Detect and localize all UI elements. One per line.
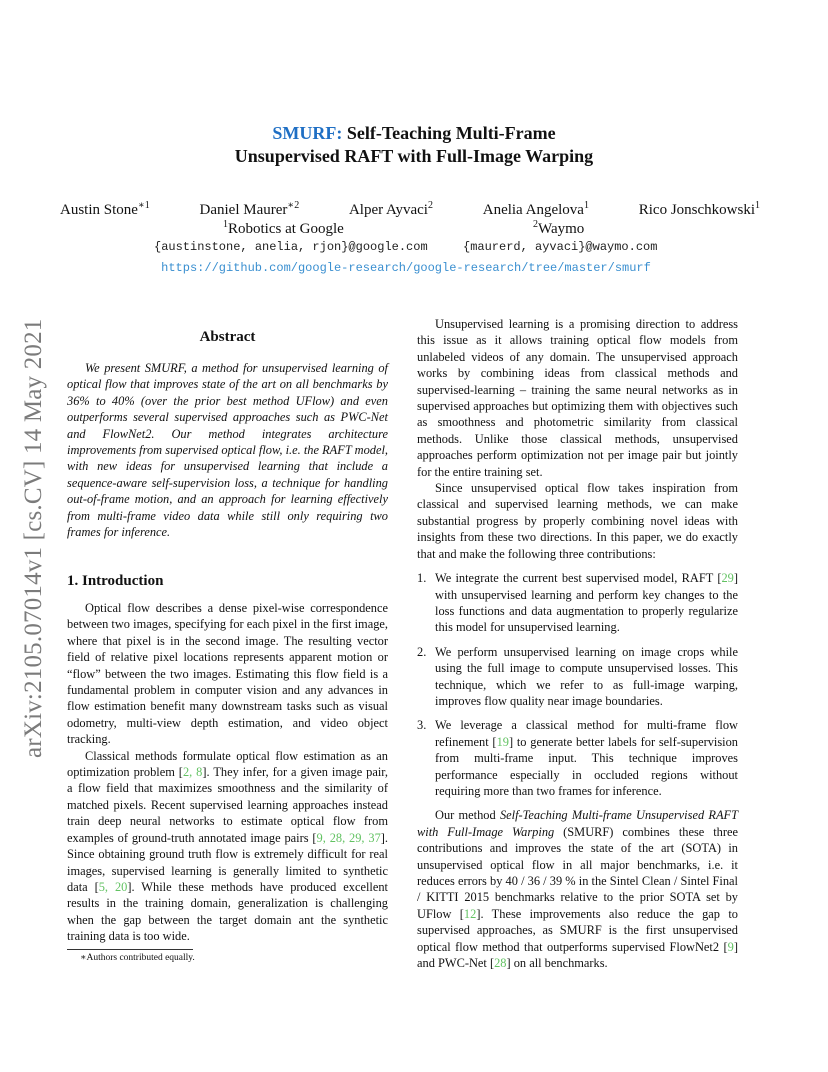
affiliation-waymo: $^2$Waymo xyxy=(533,219,585,237)
contribution-item: 2. We perform unsupervised learning on image crops while using the full image to compute unsupervised losses. This technique, which we refer to as full-image warping, improves flow quality near image boundaries. xyxy=(417,644,738,708)
citation-link[interactable]: 28 xyxy=(494,956,507,971)
citation-link[interactable]: 19 xyxy=(496,734,509,749)
author: Daniel Maurer$^{∗2}$ xyxy=(199,200,300,218)
title-acronym[interactable]: SMURF: xyxy=(272,123,343,143)
author: Anelia Angelova$^1$ xyxy=(482,200,589,218)
email-waymo: {maurerd, ayvaci}@waymo.com xyxy=(463,240,658,254)
section-heading-introduction: 1. Introduction xyxy=(67,573,164,589)
citation-link[interactable]: 12 xyxy=(463,906,477,921)
abstract-body xyxy=(67,360,388,540)
citation-link[interactable]: 9 xyxy=(727,939,734,954)
paper-title xyxy=(0,122,828,168)
intro-paragraph-1: Optical flow describes a dense pixel-wise correspondence between two images, specifying for each pixel in the first image, where that pixel is in the second image. The resulting vector field of relative pixel locations represents apparent motion or “flow” between the two images. Estimating this flow field is a fundamental problem in computer vision and any advances in flow estimation benefit many downstream tasks such as visual odometry, multi-view depth estimation, and video object tracking. xyxy=(67,601,388,747)
intro-paragraph-3: Unsupervised learning is a promising direction to address this issue as it allows training optical flow models from unlabeled videos of any domain. The unsupervised approach works by combining ideas from classical methods and supervised-learning – training the same neural networks as in supervised approaches but optimizing them with objectives such as smoothness and photometric similarity from classical methods. Unlike those classical methods, unsupervised approaches perform optimization not per image pair but jointly for the entire training set. xyxy=(417,317,738,479)
arxiv-stamp: arXiv:2105.07014v1 [cs.CV] 14 May 2021 xyxy=(20,318,47,758)
intro-left-column xyxy=(67,600,388,945)
method-name: Self-Teaching Multi-frame Unsupervised RAFT with Full-Image Warping xyxy=(417,808,738,839)
citation-link[interactable]: 2, 8 xyxy=(182,765,203,780)
author: Rico Jonschkowski$^1$ xyxy=(638,200,760,218)
intro-paragraph-5: Our method Self-Teaching Multi-frame Unsupervised RAFT with Full-Image Warping (SMURF) combines these three contributions and improves the state of the art (SOTA) in unsupervised optical flow in all major benchmarks, i.e. it reduces errors by 40 / 36 / 39 % in the Sintel Clean / Sintel Final / KITTI 2015 benchmarks relative to the prior SOTA set by UFlow [12]. These improvements also reduce the gap to supervised approaches, as SMURF is the first unsupervised optical flow method that outperforms supervised FlowNet2 [9] and PWC-Net [28] on all benchmarks. xyxy=(417,808,738,971)
title-line-2: Unsupervised RAFT with Full-Image Warping xyxy=(234,146,594,166)
author: Austin Stone$^{∗1}$ xyxy=(60,200,150,218)
abstract-text: We present SMURF, a method for unsupervised learning of optical flow that improves state of the art on all benchmarks by 36% to 40% (over the prior best method UFlow) and even outperforms several supervised approaches such as PWC-Net and FlowNet2. Our method integrates architecture improvements from supervised optical flow, i.e. the RAFT model, with new ideas for unsupervised learning that include a sequence-aware self-supervision loss, a technique for handling out-of-frame motion, and an approach for learning effectively from multi-frame video data while still only requiring two frames for inference. xyxy=(67,361,388,540)
author: Alper Ayvaci$^2$ xyxy=(348,200,433,218)
intro-paragraph-2: Classical methods formulate optical flow estimation as an optimization problem [2, 8]. They infer, for a given image pair, a flow field that maximizes smoothness and the similarity of matched pixels. Recent supervised learning approaches instead train deep neural networks to estimate optical flow from examples of ground-truth annotated image pairs [9, 28, 29, 37]. Since obtaining ground truth flow is extremely difficult for real images, supervised learning is generally limited to synthetic data [5, 20]. While these methods have produced excellent results in the training domain, generalization is challenging when the gap between the target domain ant the synthetic training data is too wide. xyxy=(67,748,389,944)
citation-link[interactable]: 9, 28, 29, 37 xyxy=(316,830,381,845)
title-line-1 xyxy=(0,122,828,145)
email-google: {austinstone, anelia, rjon}@google.com xyxy=(154,240,428,254)
title-line-1-rest: Self-Teaching Multi-Frame xyxy=(346,123,556,143)
contribution-item: 1. We integrate the current best supervised model, RAFT [29] with unsupervised learning and perform key changes to the loss functions and data augmentation to properly regularize this model for unsupervised learning. xyxy=(417,571,738,635)
footnote: ∗Authors contributed equally. xyxy=(80,953,195,963)
intro-paragraph-4: Since unsupervised optical flow takes inspiration from classical and supervised learning methods, we can make substantial progress by properly combining novel ideas with insights from these two directions. In this paper, we do exactly that and make the following three contributions: xyxy=(417,481,738,561)
footnote-rule xyxy=(67,949,193,950)
author-list xyxy=(60,200,760,219)
affiliation-google: $^1$Robotics at Google xyxy=(223,219,344,237)
contribution-item: 3. We leverage a classical method for multi-frame flow refinement [19] to generate better labels for self-supervision from multi-frame input. This technique improves performance especially in occluded regions without requiring more than two frames for inference. xyxy=(417,718,738,798)
intro-right-column xyxy=(417,316,738,971)
contributions-list xyxy=(417,570,738,799)
citation-link[interactable]: 5, 20 xyxy=(98,879,128,894)
citation-link[interactable]: 29 xyxy=(721,571,734,586)
code-url-link[interactable]: https://github.com/google-research/google-research/tree/master/smurf xyxy=(161,261,651,275)
abstract-heading: Abstract xyxy=(199,329,256,345)
